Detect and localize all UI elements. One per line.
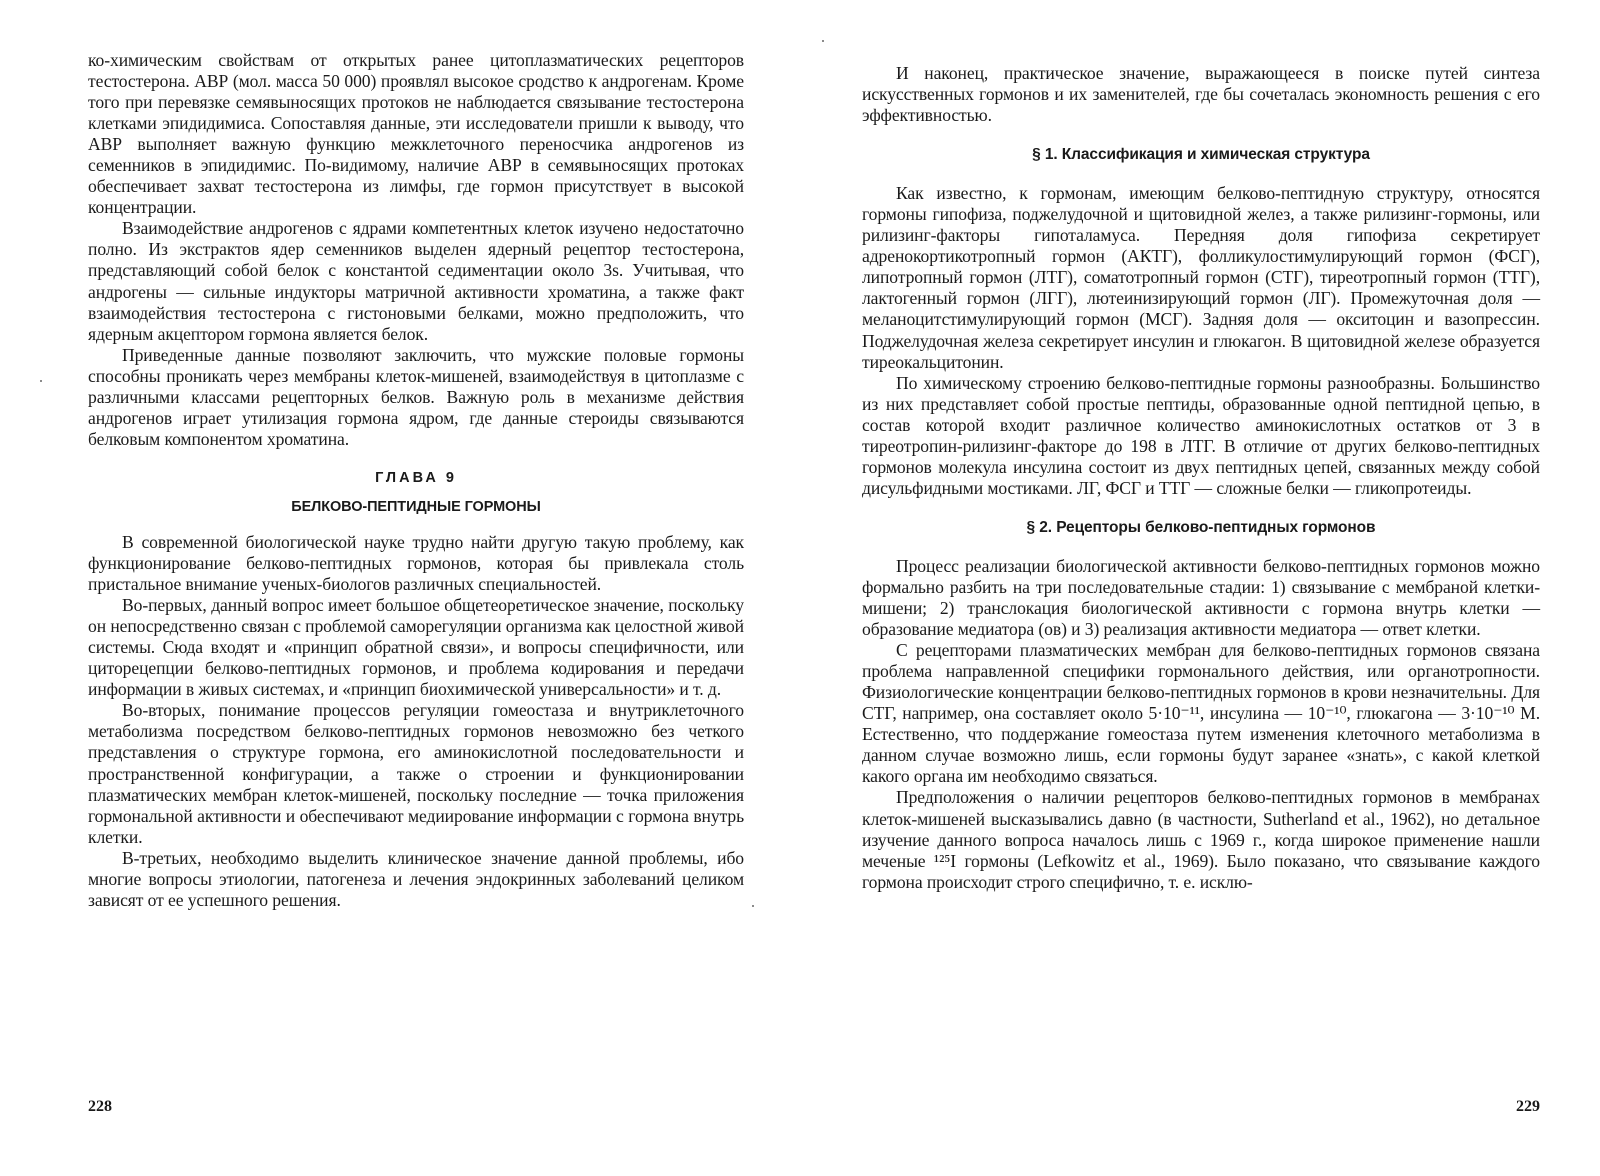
page-number: 229 — [1516, 1098, 1540, 1115]
paragraph: ко-химическим свойствам от открытых ранее цитоплазматических рецепторов тестостерона. АВР (мол. масса 50 000) проявлял высокое сродство к андрогенам. Кроме того при перевязке семявыносящих протоков не наблюдается связывание тестостерона клетками эпидидимиса. Сопоставляя данные, эти исследователи пришли к выводу, что АВР выполняет важную функцию межклеточного переносчика андрогенов из семенников в эпидидимис. По-видимому, наличие АВР в семявыносящих протоках обеспечивает захват тестостерона из лимфы, где гормон присутствует в высокой концентрации. — [88, 50, 744, 218]
paragraph: В современной биологической науке трудно найти другую такую проблему, как функционирование белково-пептидных гормонов, которая бы привлекала столь пристальное внимание ученых-биологов различных специальностей. — [88, 531, 744, 595]
paragraph: Во-вторых, понимание процессов регуляции гомеостаза и внутриклеточного метаболизма посредством белково-пептидных гормонов невозможно без четкого представления о структуре гормона, его аминокислотной последовательности и пространственной конфигурации, а также о строении и функционировании плазматических мембран клеток-мишеней, поскольку последние — точка приложения гормональной активности и обеспечивают медиирование информации с гормона внутрь клетки. — [88, 700, 744, 847]
paragraph: Во-первых, данный вопрос имеет большое общетеоретическое значение, поскольку он непосредственно связан с проблемой саморегуляции организма как целостной живой системы. Сюда входят и «принцип обратной связи», и вопросы специфичности, или циторецепции белково-пептидных гормонов, и проблема кодирования и передачи информации в живых системах, и «принцип биохимической универсальности» и т. д. — [88, 595, 744, 700]
paragraph: Процесс реализации биологической активности белково-пептидных гормонов можно формально разбить на три последовательные стадии: 1) связывание с мембраной клетки-мишени; 2) транслокация биологической активности с гормона внутрь клетки — образование медиатора (ов) и 3) реализация активности медиатора — ответ клетки. — [862, 555, 1540, 640]
paragraph: Приведенные данные позволяют заключить, что мужские половые гормоны способны проникать через мембраны клеток-мишеней, взаимодействуя в цитоплазме с различными классами рецепторных белков. Важную роль в механизме действия андрогенов играет утилизация гормона ядром, где данные стероиды связываются белковым компонентом хроматина. — [88, 344, 744, 449]
paragraph: Как известно, к гормонам, имеющим белково-пептидную структуру, относятся гормоны гипофиза, поджелудочной и щитовидной желез, а также рилизинг-гормоны, или рилизинг-факторы гипоталамуса. Передняя доля гипофиза секретирует адренокортикотропный гормон (АКТГ), фолликулостимулирующий гормон (ФСГ), липотропный гормон (ЛТГ), соматотропный гормон (СТГ), тиреотропный гормон (ТТГ), лактогенный гормон (ЛГГ), лютеинизирующий гормон (ЛГ). Промежуточная доля — меланоцитстимулирующий гормон (МСГ). Задняя доля — окситоцин и вазопрессин. Поджелудочная железа секретирует инсулин и глюкагон. В щитовидной железе образуется тиреокальцитонин. — [862, 183, 1540, 372]
paragraph: По химическому строению белково-пептидные гормоны разнообразны. Большинство из них представляет собой простые пептиды, образованные одной пептидной цепью, в состав которой входит различное количество аминокислотных остатков от 3 в тиреотропин-рилизинг-факторе до 198 в ЛТГ. В отличие от других белково-пептидных гормонов молекула инсулина состоит из двух пептидных цепей, связанных между собой дисульфидными мостиками. ЛГ, ФСГ и ТТГ — сложные белки — гликопротеиды. — [862, 372, 1540, 498]
paragraph: Предположения о наличии рецепторов белково-пептидных гормонов в мембранах клеток-мишеней высказывались давно (в частности, Sutherland et al., 1962), но детальное изучение данного вопроса началось лишь с 1969 г., когда широкое применение нашли меченые ¹²⁵I гормоны (Lefkowitz et al., 1969). Было показано, что связывание каждого гормона происходит строго специфично, т. е. исклю- — [862, 787, 1540, 892]
chapter-label: ГЛАВА 9 — [375, 469, 457, 486]
paragraph: И наконец, практическое значение, выражающееся в поиске путей синтеза искусственных гормонов и их заменителей, где бы сочеталась экономность решения с его эффективностью. — [862, 63, 1540, 126]
right-page-text — [862, 63, 1540, 893]
page-number: 228 — [88, 1098, 112, 1115]
scan-speck — [822, 40, 824, 42]
paragraph: В-третьих, необходимо выделить клиническое значение данной проблемы, ибо многие вопросы этиологии, патогенеза и лечения эндокринных заболеваний целиком зависят от ее успешного решения. — [88, 847, 744, 910]
right-page — [800, 0, 1600, 1176]
paragraph: С рецепторами плазматических мембран для белково-пептидных гормонов связана проблема направленной специфики гормонального действия, или органотропности. Физиологические концентрации белково-пептидных гормонов в крови незначительны. Для СТГ, например, она составляет около 5·10⁻¹¹, инсулина — 10⁻¹⁰, глюкагона — 3·10⁻¹⁰ М. Естественно, что поддержание гомеостаза путем изменения клеточного метаболизма в данном случае возможно лишь, если гормоны будут заранее «знать», с какой клеткой какого органа им необходимо связаться. — [862, 640, 1540, 787]
paragraph: Взаимодействие андрогенов с ядрами компетентных клеток изучено недостаточно полно. Из экстрактов ядер семенников выделен ядерный рецептор тестостерона, представляющий собой белок с константой седиментации около 3s. Учитывая, что андрогены — сильные индукторы матричной активности хроматина, а также факт взаимодействия тестостерона с гистоновыми белками, можно предположить, что ядерным акцептором гормона является белок. — [88, 218, 744, 344]
left-page-text — [88, 50, 744, 911]
chapter-title: БЕЛКОВО-ПЕПТИДНЫЕ ГОРМОНЫ — [291, 498, 541, 515]
section-heading: § 2. Рецепторы белково-пептидных гормонов — [1026, 518, 1376, 536]
scan-speck — [752, 905, 754, 907]
section-heading: § 1. Классификация и химическая структура — [1032, 146, 1370, 164]
scan-speck — [40, 380, 42, 382]
